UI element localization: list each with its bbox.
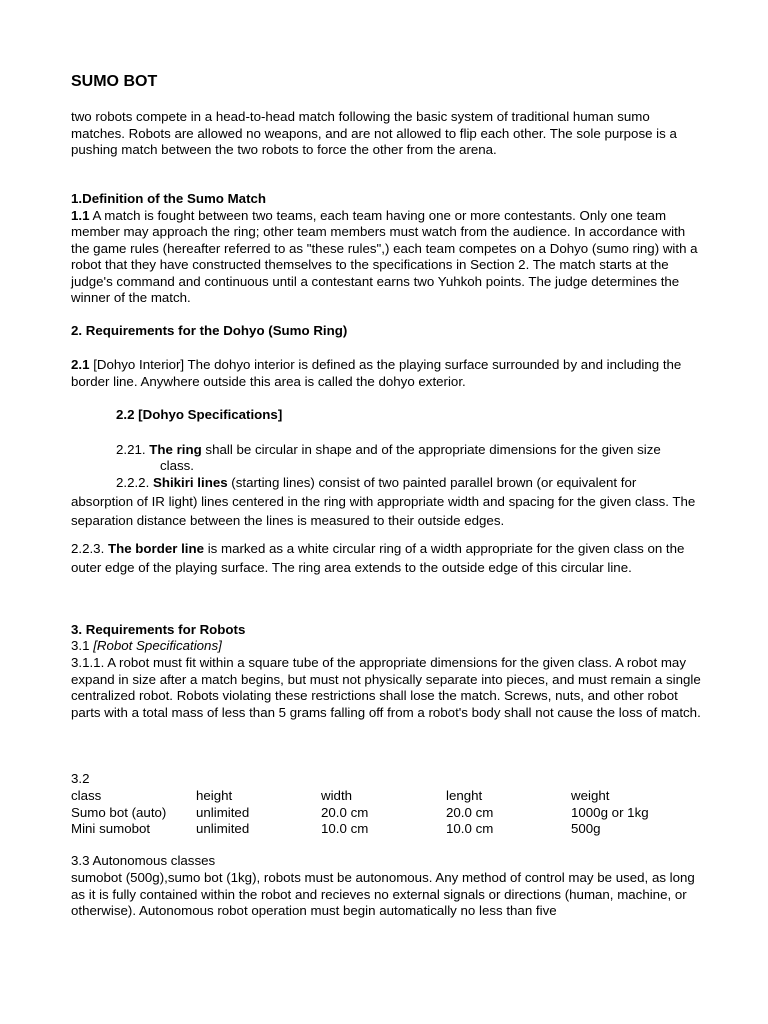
section-3-2-heading: 3.2: [71, 771, 90, 786]
table-header-cell: width: [321, 788, 353, 803]
table-cell: 20.0 cm: [446, 804, 494, 820]
table-cell: Sumo bot (auto): [71, 804, 167, 820]
section-3-1-heading: 3.1 [Robot Specifications]: [71, 638, 222, 653]
table-header-cell: height: [196, 788, 233, 803]
intro-paragraph: two robots compete in a head-to-head match following the basic system of traditional human sumo matches. Robots are allowed no weapons, and are not allowed to flip each other. The sole purpose is a pushing match between the two robots to force the other from the arena.: [71, 109, 677, 157]
table-cell: 500g: [571, 821, 601, 836]
document-title: SUMO BOT: [71, 73, 158, 90]
section-1-1-paragraph: 1.1 A match is fought between two teams, each team having one or more contestants. Only one team member may approach the ring; other team members must watch from the audience. In accordance with the game rules (hereafter referred to as "these rules",) each team competes on a Dohyo (sumo ring) with a robot that they have constructed themselves to the specifications in Section 2. The match starts at the judge's command and continuous until a contestant earns two Yuhkoh points. The judge determines the winner of the match.: [71, 207, 698, 305]
section-2-1-paragraph: 2.1 [Dohyo Interior] The dohyo interior is defined as the playing surface surrounded by and including the border line. Anywhere outside this area is called the dohyo exterior.: [71, 357, 682, 389]
table-header-cell: weight: [571, 788, 610, 803]
table-row: [71, 805, 701, 822]
section-3-1-1-paragraph: 3.1.1. A robot must fit within a square tube of the appropriate dimensions for the given class. A robot may expand in size after a match begins, but must not physically separate into pieces, and must remain a single centralized robot. Robots violating these restrictions shall lose the match. Screws, nuts, and other robot parts with a total mass of less than 5 grams falling off from a robot's body shall not cause the loss of match.: [71, 655, 701, 720]
section-2-heading: 2. Requirements for the Dohyo (Sumo Ring): [71, 323, 348, 338]
section-1-heading: 1.Definition of the Sumo Match: [71, 191, 267, 206]
section-3-3-heading: 3.3 Autonomous classes: [71, 853, 216, 868]
table-cell: unlimited: [196, 804, 250, 820]
table-header-cell: class: [71, 788, 102, 803]
section-2-2-3-paragraph: 2.2.3. The border line is marked as a white circular ring of a width appropriate for the given class on the outer edge of the playing surface. The ring area extends to the outside edge of this circular line.: [71, 541, 685, 575]
section-1: [71, 191, 701, 307]
robot-class-table: [71, 788, 701, 838]
table-header-row: [71, 788, 701, 805]
section-2-21-paragraph: 2.21. The ring shall be circular in shape and of the appropriate dimensions for the given size: [116, 442, 661, 457]
table-header-cell: lenght: [446, 788, 483, 803]
section-3-3-paragraph: sumobot (500g),sumo bot (1kg), robots must be autonomous. Any method of control may be used, as long as it is fully contained within the robot and recieves no external signals or directions (human, machine, or otherwise). Autonomous robot operation must begin automatically no less than five: [71, 870, 695, 918]
section-2-2-2-paragraph: absorption of IR light) lines centered in the ring with appropriate width and spacing for the given class. The separation distance between the lines is measured to their outside edges.: [71, 494, 696, 528]
table-cell: 10.0 cm: [446, 821, 494, 836]
section-2-2-heading: 2.2 [Dohyo Specifications]: [116, 407, 283, 422]
table-cell: 20.0 cm: [321, 804, 369, 820]
section-2-2-2-first-line: 2.2.2. Shikiri lines (starting lines) consist of two painted parallel brown (or equivalent for: [116, 475, 637, 490]
table-row: [71, 821, 701, 838]
table-cell: 10.0 cm: [321, 821, 369, 836]
table-cell: unlimited: [196, 821, 250, 836]
table-cell: 1000g or 1kg: [571, 804, 649, 820]
section-3-heading: 3. Requirements for Robots: [71, 622, 246, 637]
section-2-21-continuation: class.: [160, 458, 194, 473]
table-cell: Mini sumobot: [71, 821, 151, 836]
